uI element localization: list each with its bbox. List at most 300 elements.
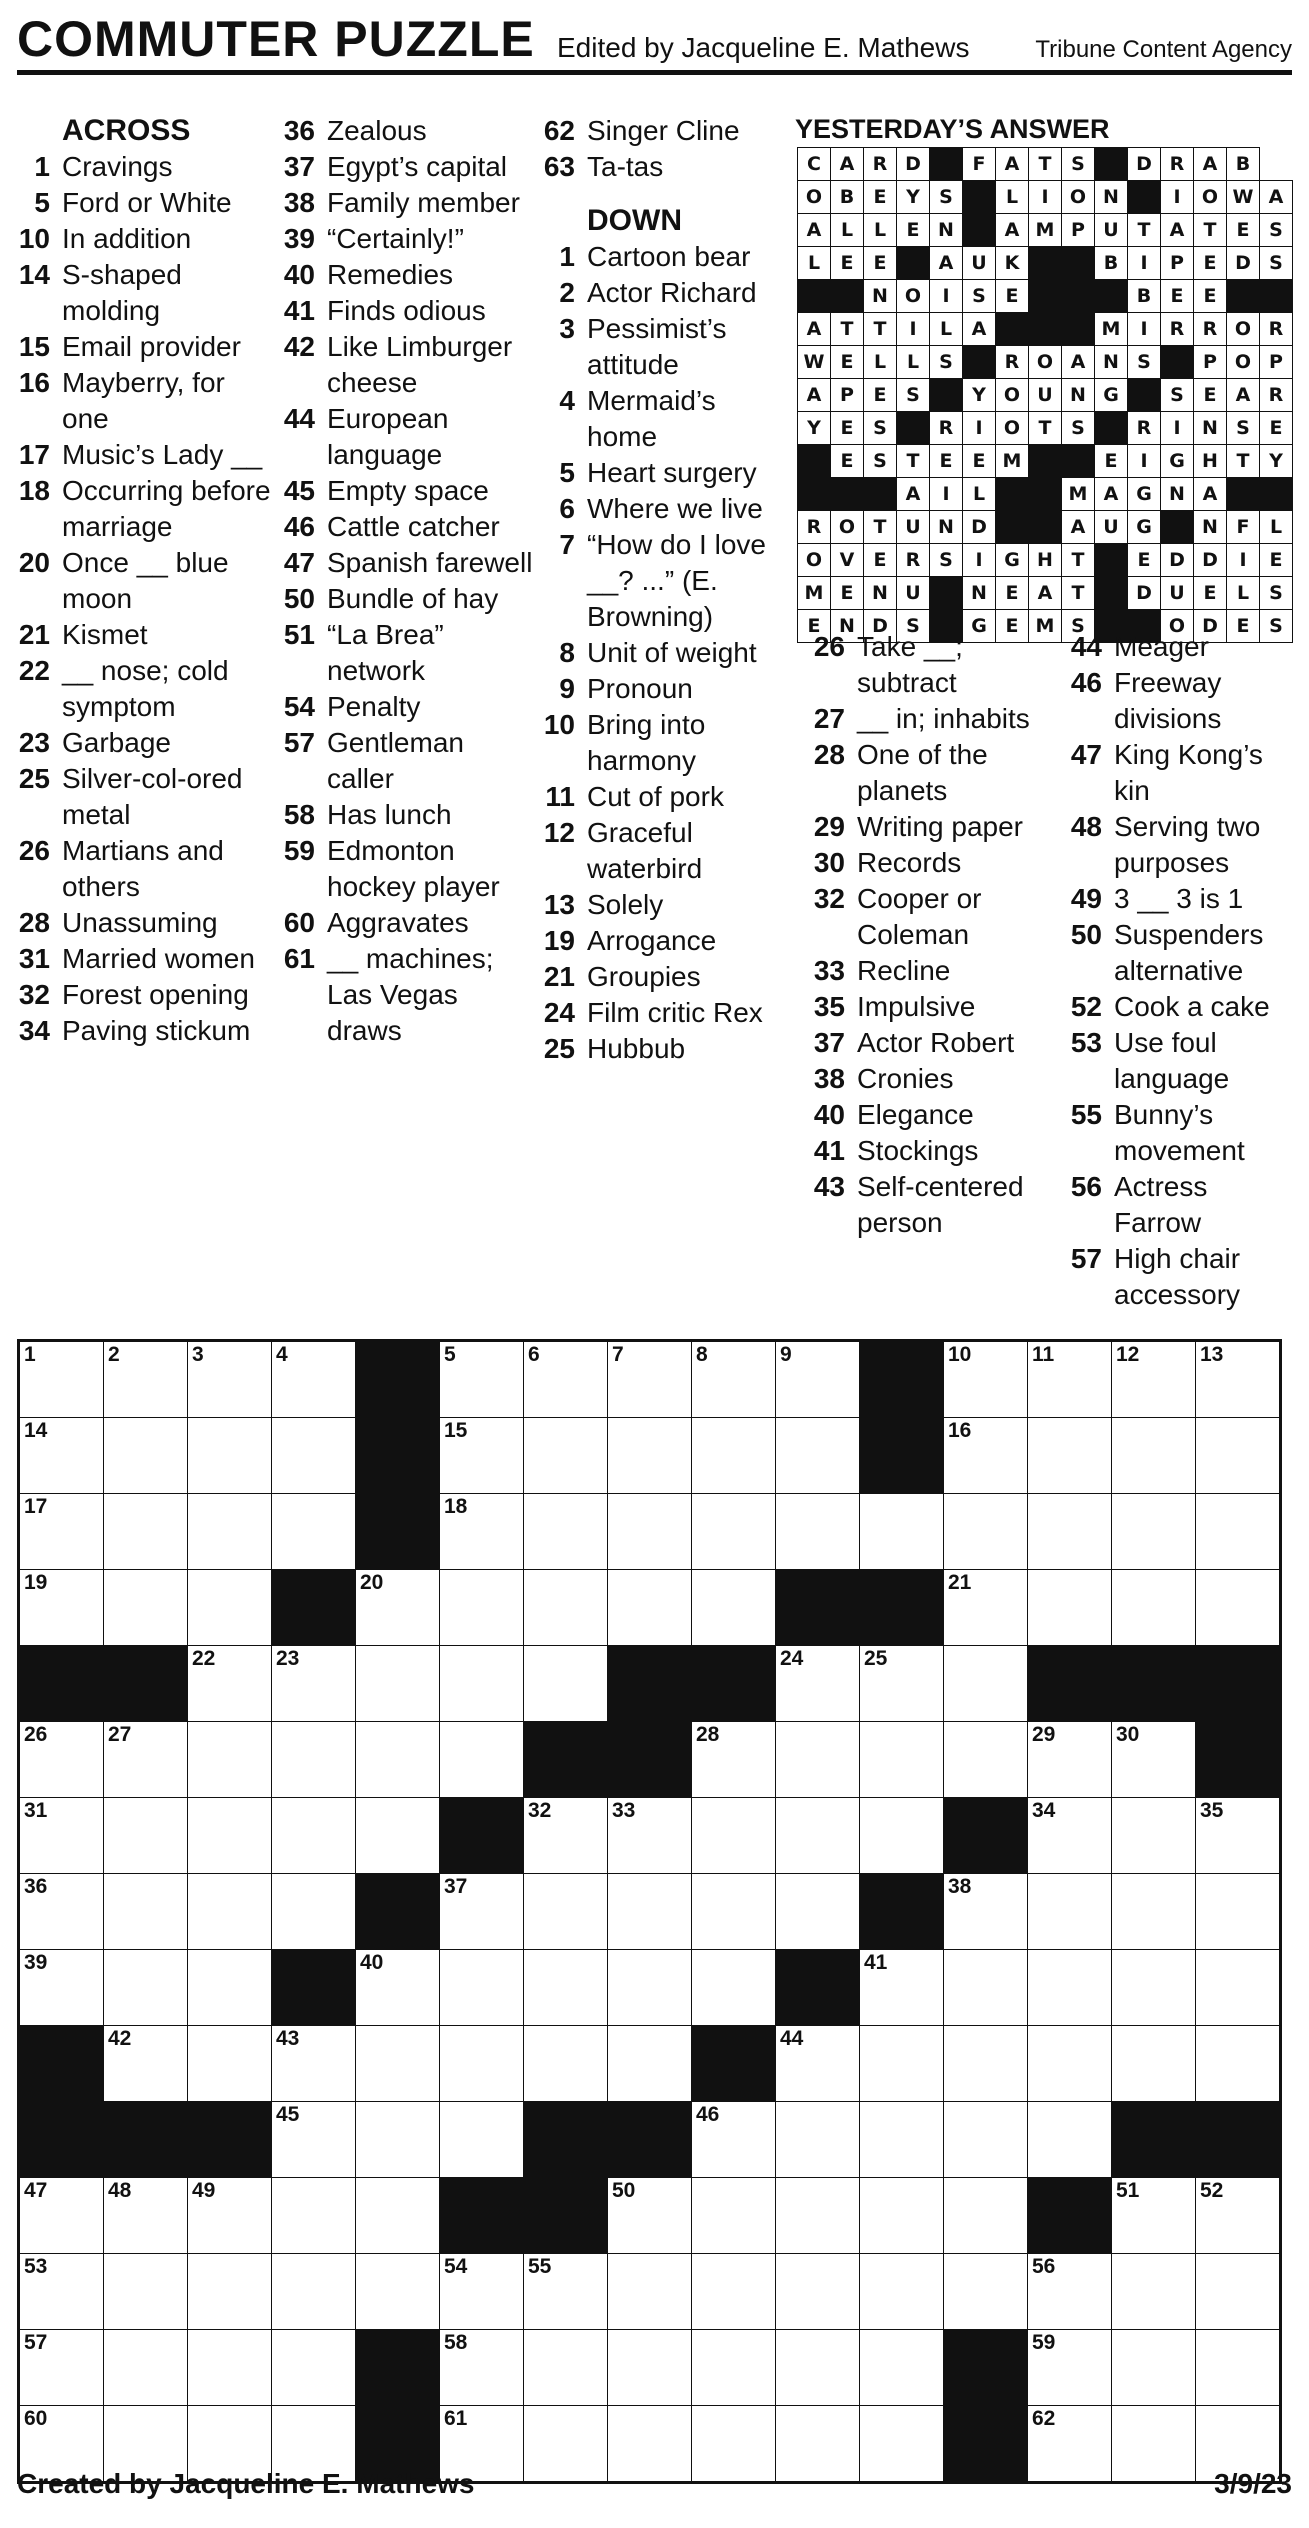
puzzle-cell[interactable] [104,1570,188,1646]
puzzle-cell[interactable] [272,1341,356,1418]
black-square [1062,280,1095,313]
clue-number: 20 [18,547,50,578]
puzzle-cell[interactable] [104,1494,188,1570]
puzzle-cell[interactable] [944,2102,1028,2178]
puzzle-cell[interactable] [1028,2102,1112,2178]
puzzle-cell[interactable] [272,1494,356,1570]
black-square [1128,379,1161,412]
puzzle-cell[interactable] [104,2330,188,2406]
puzzle-cell[interactable] [608,1798,692,1874]
puzzle-cell[interactable] [1112,2330,1196,2406]
puzzle-cell[interactable] [692,2406,776,2483]
puzzle-cell[interactable] [1196,1798,1281,1874]
puzzle-cell[interactable] [860,2026,944,2102]
answer-letter: P [1062,214,1095,247]
puzzle-cell[interactable] [776,1798,860,1874]
puzzle-cell[interactable] [104,1418,188,1494]
puzzle-cell[interactable] [524,1798,608,1874]
answer-letter: L [831,214,864,247]
puzzle-cell[interactable] [524,1874,608,1950]
clue-text: Cut of pork [587,781,724,812]
puzzle-cell[interactable] [692,1494,776,1570]
puzzle-cell[interactable] [1196,1418,1281,1494]
puzzle-cell[interactable] [19,1722,104,1798]
clue-number: 1 [34,151,50,182]
clue-text: Mayberry, for one [62,367,225,434]
clue-text: Has lunch [327,799,452,830]
puzzle-cell[interactable] [272,1798,356,1874]
puzzle-cell[interactable] [1196,1494,1281,1570]
clue-text: Aggravates [327,907,469,938]
puzzle-cell[interactable] [944,1874,1028,1950]
puzzle-row [19,1341,1281,1418]
puzzle-cell[interactable] [1112,1418,1196,1494]
across-clue [0,545,275,617]
puzzle-cell[interactable] [104,2178,188,2254]
answer-letter: T [1029,148,1062,181]
puzzle-cell[interactable] [1196,1950,1281,2026]
puzzle-cell[interactable] [860,2330,944,2406]
clue-number: 5 [34,187,50,218]
down-clue [795,1169,1057,1241]
puzzle-cell[interactable] [356,2254,440,2330]
puzzle-cell[interactable] [692,2254,776,2330]
puzzle-cell[interactable] [524,1341,608,1418]
clue-text: Cooper or Coleman [857,883,982,950]
answer-letter: S [1128,346,1161,379]
puzzle-cell[interactable] [356,1798,440,1874]
clue-text: Where we live [587,493,763,524]
puzzle-cell[interactable] [19,1874,104,1950]
puzzle-cell[interactable] [860,2178,944,2254]
answer-letter: E [1194,577,1227,610]
puzzle-cell[interactable] [188,1950,272,2026]
clue-text: Once __ blue moon [62,547,229,614]
puzzle-cell[interactable] [19,1341,104,1418]
puzzle-cell[interactable] [692,2330,776,2406]
puzzle-cell[interactable] [944,1722,1028,1798]
clue-text: Cravings [62,151,173,182]
puzzle-cell[interactable] [104,2254,188,2330]
puzzle-cell[interactable] [776,2026,860,2102]
puzzle-cell[interactable] [1196,2254,1281,2330]
puzzle-cell[interactable] [692,2178,776,2254]
puzzle-cell[interactable] [524,2406,608,2483]
puzzle-cell[interactable] [608,1494,692,1570]
clue-text: __ in; inhabits [857,703,1030,734]
puzzle-cell[interactable] [608,2330,692,2406]
puzzle-cell[interactable] [440,2102,524,2178]
clue-number: 19 [543,925,575,956]
across-clue [0,329,275,365]
black-square [104,1646,188,1722]
puzzle-cell[interactable] [1028,1494,1112,1570]
puzzle-cell[interactable] [104,2026,188,2102]
clue-number: 1 [559,241,575,272]
puzzle-cell[interactable] [1112,1950,1196,2026]
puzzle-cell[interactable] [356,2026,440,2102]
puzzle-cell[interactable] [188,1341,272,1418]
cell-number: 32 [528,1799,552,1822]
cell-number: 37 [444,1875,468,1898]
puzzle-cell[interactable] [776,1494,860,1570]
black-square [272,1950,356,2026]
cell-number: 48 [108,2179,132,2202]
cell-number: 62 [1032,2407,1056,2430]
puzzle-cell[interactable] [944,2254,1028,2330]
black-square [798,445,831,478]
across-clue [525,149,787,185]
puzzle-cell[interactable] [104,1950,188,2026]
answer-letter: E [831,445,864,478]
across-clue [0,257,275,329]
puzzle-cell[interactable] [776,2178,860,2254]
answer-letter: A [930,247,963,280]
clue-number: 26 [18,835,50,866]
answer-row [798,577,1293,610]
puzzle-cell[interactable] [1028,1722,1112,1798]
puzzle-cell[interactable] [860,2102,944,2178]
clue-text: Bunny’s movement [1114,1099,1245,1166]
puzzle-row [19,1722,1281,1798]
puzzle-cell[interactable] [356,1646,440,1722]
puzzle-cell[interactable] [440,1646,524,1722]
puzzle-cell[interactable] [776,2406,860,2483]
puzzle-cell[interactable] [19,2254,104,2330]
puzzle-cell[interactable] [1028,1570,1112,1646]
puzzle-cell[interactable] [104,1722,188,1798]
answer-letter: U [897,511,930,544]
puzzle-cell[interactable] [944,1341,1028,1418]
answer-letter: A [1194,478,1227,511]
cell-number: 3 [192,1343,204,1366]
puzzle-cell[interactable] [1112,1798,1196,1874]
puzzle-cell[interactable] [1112,1341,1196,1418]
answer-letter: R [930,412,963,445]
answer-letter: D [1161,544,1194,577]
puzzle-cell[interactable] [1112,2178,1196,2254]
puzzle-cell[interactable] [860,1494,944,1570]
puzzle-cell[interactable] [1028,2406,1112,2483]
answer-row [798,478,1293,511]
across-clue [0,365,275,437]
puzzle-cell[interactable] [356,1950,440,2026]
puzzle-cell[interactable] [944,1950,1028,2026]
down-clue [525,275,787,311]
puzzle-cell[interactable] [860,2406,944,2483]
answer-letter: V [831,544,864,577]
puzzle-cell[interactable] [1196,2178,1281,2254]
black-square [1112,1646,1196,1722]
puzzle-cell[interactable] [272,1646,356,1722]
puzzle-cell[interactable] [104,1874,188,1950]
answer-letter: S [1260,214,1293,247]
puzzle-cell[interactable] [1112,1570,1196,1646]
puzzle-cell[interactable] [272,1722,356,1798]
down-clue [525,635,787,671]
puzzle-cell[interactable] [608,2406,692,2483]
puzzle-cell[interactable] [524,1570,608,1646]
clue-text: “La Brea” network [327,619,444,686]
puzzle-cell[interactable] [524,2254,608,2330]
puzzle-cell[interactable] [524,1950,608,2026]
puzzle-cell[interactable] [1028,2330,1112,2406]
answer-letter: E [1161,280,1194,313]
puzzle-cell[interactable] [608,2178,692,2254]
answer-letter: N [1194,412,1227,445]
puzzle-cell[interactable] [608,2026,692,2102]
puzzle-cell[interactable] [944,1570,1028,1646]
puzzle-cell[interactable] [608,1950,692,2026]
puzzle-cell[interactable] [272,2330,356,2406]
puzzle-cell[interactable] [944,1418,1028,1494]
answer-letter: B [831,181,864,214]
cell-number: 47 [24,2179,48,2202]
puzzle-cell[interactable] [860,1950,944,2026]
clue-text: 3 __ 3 is 1 [1114,883,1244,914]
down-clue [1052,1097,1302,1169]
down-clue [795,1097,1057,1133]
puzzle-cell[interactable] [1112,2254,1196,2330]
clue-text: Bring into harmony [587,709,706,776]
down-clue [525,527,787,635]
cell-number: 51 [1116,2179,1140,2202]
answer-letter: H [1029,544,1062,577]
puzzle-cell[interactable] [1196,1874,1281,1950]
puzzle-cell[interactable] [440,1418,524,1494]
clue-text: Email provider [62,331,241,362]
puzzle-cell[interactable] [608,1418,692,1494]
puzzle-cell[interactable] [440,2026,524,2102]
cell-number: 5 [444,1343,456,1366]
answer-letter: O [897,280,930,313]
puzzle-cell[interactable] [692,1874,776,1950]
down-clue [525,455,787,491]
puzzle-cell[interactable] [944,2026,1028,2102]
puzzle-cell[interactable] [19,1798,104,1874]
answer-letter: H [1194,445,1227,478]
clue-number: 62 [543,115,575,146]
black-square [1062,247,1095,280]
clue-number: 61 [283,943,315,974]
clue-text: Take __; subtract [857,631,963,698]
puzzle-cell[interactable] [1028,1950,1112,2026]
cell-number: 41 [864,1951,888,1974]
puzzle-cell[interactable] [188,2330,272,2406]
puzzle-cell[interactable] [776,2102,860,2178]
puzzle-cell[interactable] [19,1494,104,1570]
down-clue [795,809,1057,845]
answer-letter: O [1194,181,1227,214]
puzzle-cell[interactable] [440,1722,524,1798]
puzzle-cell[interactable] [776,1722,860,1798]
puzzle-cell[interactable] [608,2254,692,2330]
across-clue [525,113,787,149]
puzzle-cell[interactable] [19,1570,104,1646]
puzzle-cell[interactable] [188,2254,272,2330]
puzzle-cell[interactable] [692,1722,776,1798]
answer-letter: W [1227,181,1260,214]
puzzle-cell[interactable] [1196,1570,1281,1646]
puzzle-cell[interactable] [356,2178,440,2254]
puzzle-cell[interactable] [608,1341,692,1418]
puzzle-cell[interactable] [272,2102,356,2178]
puzzle-cell[interactable] [776,1646,860,1722]
clue-number: 46 [1070,667,1102,698]
down-clue [1052,629,1302,665]
puzzle-cell[interactable] [1028,2026,1112,2102]
across-clue [0,761,275,833]
puzzle-cell[interactable] [776,1418,860,1494]
puzzle-cell[interactable] [692,2102,776,2178]
puzzle-cell[interactable] [1028,1418,1112,1494]
clue-text: Solely [587,889,664,920]
clue-column-1 [0,113,275,1049]
black-square [798,478,831,511]
puzzle-cell[interactable] [944,1494,1028,1570]
black-square [1227,280,1260,313]
puzzle-cell[interactable] [692,1418,776,1494]
puzzle-cell[interactable] [440,1341,524,1418]
spacer [525,185,787,203]
puzzle-cell[interactable] [440,2254,524,2330]
puzzle-cell[interactable] [19,2330,104,2406]
puzzle-cell[interactable] [188,1646,272,1722]
clue-text: Pessimist’s attitude [587,313,727,380]
black-square [776,1950,860,2026]
puzzle-row [19,1798,1281,1874]
black-square [831,478,864,511]
puzzle-cell[interactable] [104,1341,188,1418]
answer-letter: R [798,511,831,544]
puzzle-cell[interactable] [692,1570,776,1646]
puzzle-cell[interactable] [776,2330,860,2406]
answer-letter: T [897,445,930,478]
clue-text: Egypt’s capital [327,151,508,182]
puzzle-cell[interactable] [440,1494,524,1570]
puzzle-cell[interactable] [608,1570,692,1646]
puzzle-cell[interactable] [188,1874,272,1950]
puzzle-cell[interactable] [104,1798,188,1874]
cell-number: 46 [696,2103,720,2126]
puzzle-cell[interactable] [272,2026,356,2102]
clue-text: Groupies [587,961,701,992]
puzzle-cell[interactable] [188,2026,272,2102]
across-clue [265,689,533,725]
puzzle-cell[interactable] [860,2254,944,2330]
down-clue [1052,917,1302,989]
puzzle-cell[interactable] [524,1494,608,1570]
black-square [272,1570,356,1646]
puzzle-cell[interactable] [188,1798,272,1874]
puzzle-cell[interactable] [860,1798,944,1874]
clue-number: 11 [545,781,575,812]
puzzle-cell[interactable] [776,1341,860,1418]
puzzle-cell[interactable] [188,1494,272,1570]
clue-text: Empty space [327,475,489,506]
puzzle-cell[interactable] [272,1418,356,1494]
puzzle-cell[interactable] [1028,1798,1112,1874]
puzzle-cell[interactable] [692,1341,776,1418]
puzzle-cell[interactable] [440,1570,524,1646]
puzzle-cell[interactable] [944,1646,1028,1722]
clue-text: Recline [857,955,951,986]
answer-letter: S [1062,610,1095,643]
puzzle-cell[interactable] [1112,2406,1196,2483]
puzzle-cell[interactable] [1028,1341,1112,1418]
clue-number: 44 [1070,631,1102,662]
puzzle-cell[interactable] [356,1722,440,1798]
puzzle-cell[interactable] [1196,2330,1281,2406]
cell-number: 60 [24,2407,48,2430]
answer-letter: M [996,445,1029,478]
across-clue [0,725,275,761]
puzzle-cell[interactable] [188,1418,272,1494]
answer-letter: O [1227,346,1260,379]
cell-number: 58 [444,2331,468,2354]
answer-letter: A [1260,181,1293,214]
puzzle-cell[interactable] [692,1950,776,2026]
puzzle-cell[interactable] [1196,2026,1281,2102]
puzzle-cell[interactable] [524,1418,608,1494]
puzzle-cell[interactable] [524,1646,608,1722]
puzzle-cell[interactable] [608,1874,692,1950]
puzzle-cell[interactable] [188,2178,272,2254]
puzzle-cell[interactable] [1112,2026,1196,2102]
puzzle-cell[interactable] [860,1646,944,1722]
clue-number: 17 [18,439,50,470]
puzzle-cell[interactable] [692,1798,776,1874]
puzzle-cell[interactable] [356,1570,440,1646]
puzzle-cell[interactable] [272,2254,356,2330]
puzzle-cell[interactable] [19,1418,104,1494]
clue-text: S-shaped molding [62,259,182,326]
clue-text: Writing paper [857,811,1024,842]
puzzle-cell[interactable] [272,2178,356,2254]
black-square [1260,478,1293,511]
puzzle-cell[interactable] [1028,1874,1112,1950]
puzzle-cell[interactable] [776,2254,860,2330]
puzzle-cell[interactable] [356,2102,440,2178]
black-square [897,247,930,280]
puzzle-cell[interactable] [944,2178,1028,2254]
puzzle-cell[interactable] [1112,1874,1196,1950]
puzzle-cell[interactable] [1112,1722,1196,1798]
puzzle-cell[interactable] [440,2330,524,2406]
puzzle-cell[interactable] [860,1722,944,1798]
puzzle-cell[interactable] [524,2330,608,2406]
puzzle-cell[interactable] [188,1570,272,1646]
puzzle-cell[interactable] [1112,1494,1196,1570]
puzzle-cell[interactable] [272,1874,356,1950]
puzzle-cell[interactable] [776,1874,860,1950]
puzzle-cell[interactable] [1196,1341,1281,1418]
clue-text: Bundle of hay [327,583,499,614]
puzzle-cell[interactable] [524,2026,608,2102]
answer-letter: E [897,214,930,247]
puzzle-cell[interactable] [440,1874,524,1950]
answer-letter: A [996,214,1029,247]
puzzle-cell[interactable] [19,2178,104,2254]
answer-letter: E [996,577,1029,610]
answer-letter: N [930,511,963,544]
answer-letter: P [831,379,864,412]
black-square [1095,148,1128,181]
puzzle-cell[interactable] [188,1722,272,1798]
puzzle-cell[interactable] [1028,2254,1112,2330]
puzzle-cell[interactable] [19,1950,104,2026]
puzzle-cell[interactable] [440,1950,524,2026]
